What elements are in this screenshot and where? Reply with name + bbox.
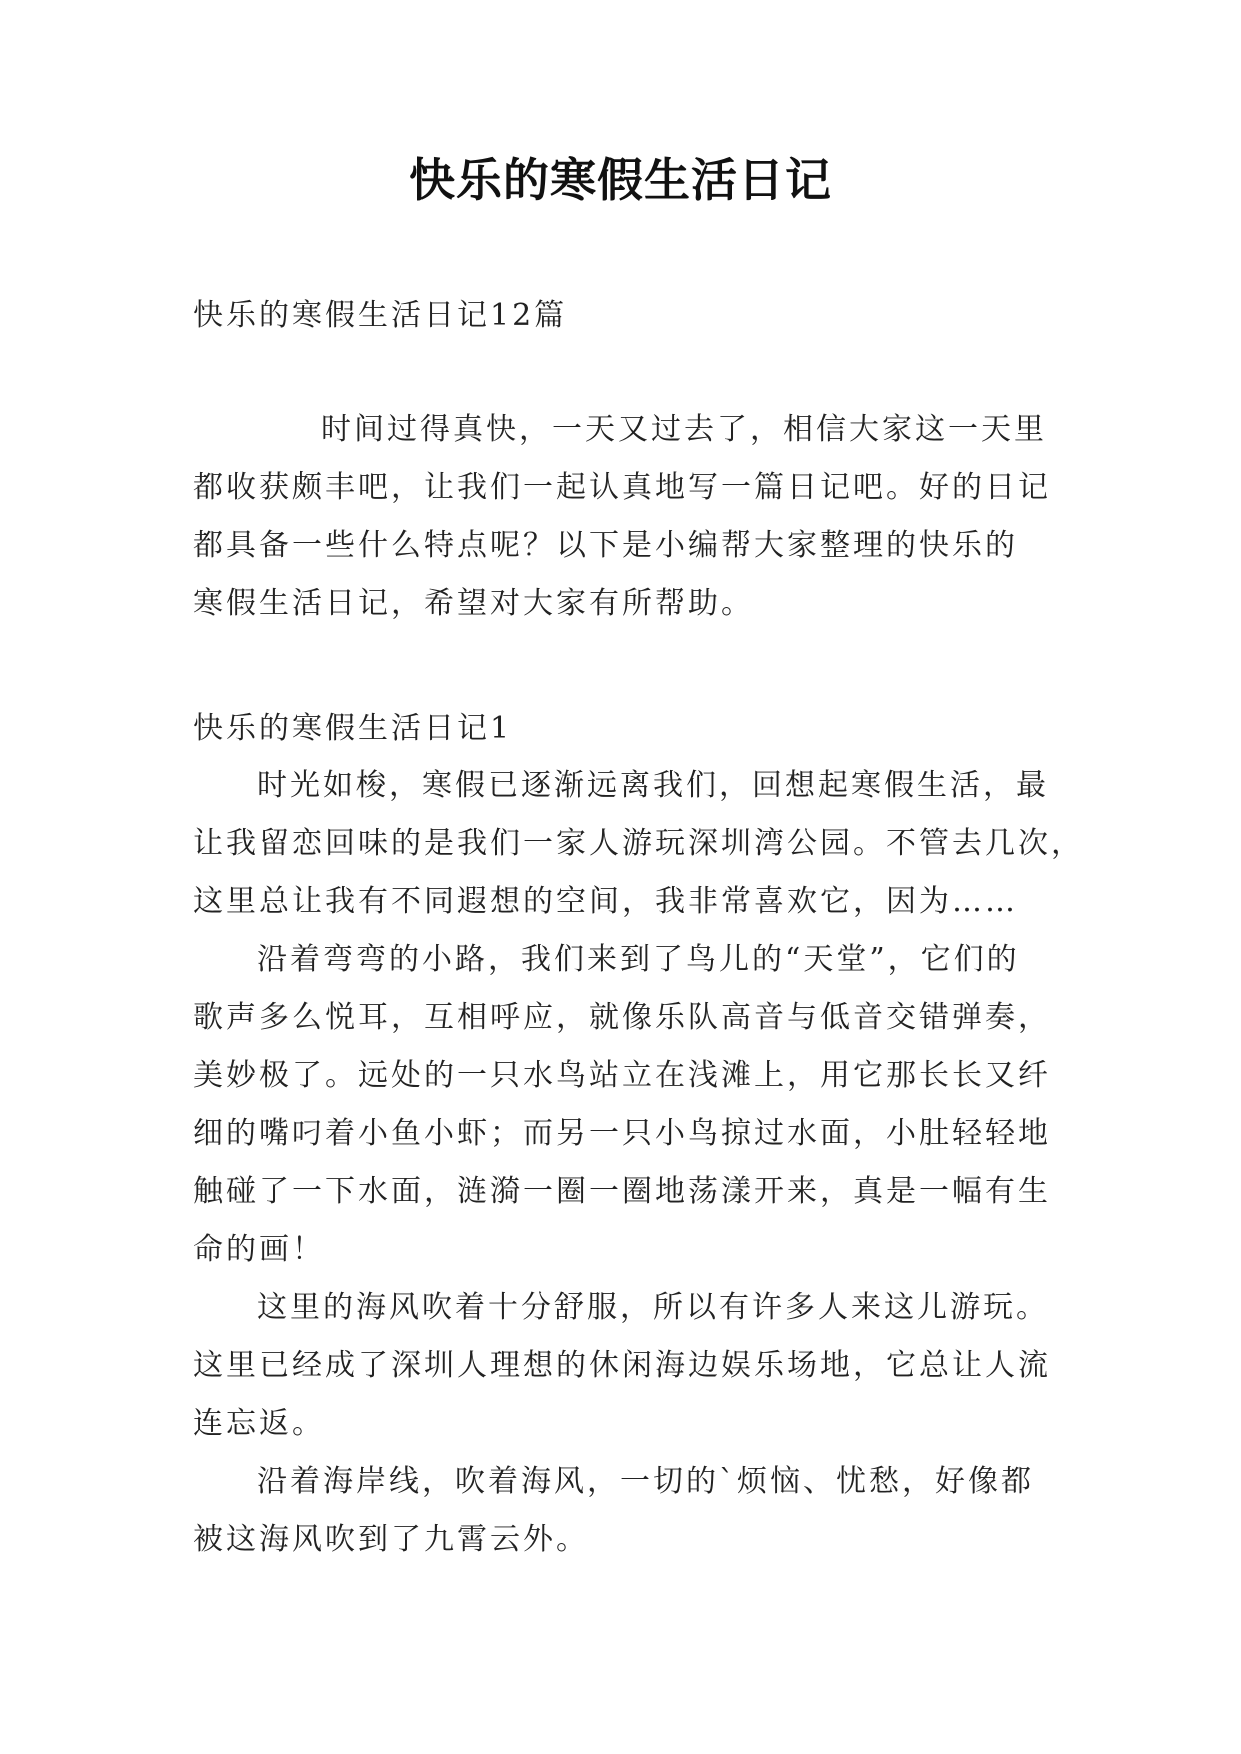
body-line: 让我留恋回味的是我们一家人游玩深圳湾公园。不管去几次， xyxy=(193,826,1084,861)
intro-paragraph xyxy=(193,401,1053,633)
body-line: 美妙极了。远处的一只水鸟站立在浅滩上，用它那长长又纤 xyxy=(193,1058,1051,1093)
body-line: 这里的海风吹着十分舒服，所以有许多人来这儿游玩。 xyxy=(257,1290,1049,1325)
intro-line: 时间过得真快，一天又过去了，相信大家这一天里 xyxy=(321,412,1047,447)
body-line: 这里总让我有不同遐想的空间，我非常喜欢它，因为…… xyxy=(193,884,1018,919)
intro-line: 都具备一些什么特点呢？以下是小编帮大家整理的快乐的 xyxy=(193,528,1018,563)
body-line: 歌声多么悦耳，互相呼应，就像乐队高音与低音交错弹奏， xyxy=(193,1000,1051,1035)
body-line: 触碰了一下水面，涟漪一圈一圈地荡漾开来，真是一幅有生 xyxy=(193,1174,1051,1209)
document-subtitle: 快乐的寒假生活日记12篇 xyxy=(193,298,568,333)
body-line: 细的嘴叼着小鱼小虾；而另一只小鸟掠过水面，小肚轻轻地 xyxy=(193,1116,1051,1151)
body-line: 沿着弯弯的小路，我们来到了鸟儿的“天堂”，它们的 xyxy=(257,942,1020,977)
intro-line: 寒假生活日记，希望对大家有所帮助。 xyxy=(193,586,754,621)
intro-line: 都收获颇丰吧，让我们一起认真地写一篇日记吧。好的日记 xyxy=(193,470,1051,505)
body-line: 连忘返。 xyxy=(193,1406,325,1441)
body-line: 被这海风吹到了九霄云外。 xyxy=(193,1522,589,1557)
body-line: 时光如梭，寒假已逐渐远离我们，回想起寒假生活，最 xyxy=(257,768,1049,803)
body-line: 命的画！ xyxy=(193,1232,325,1267)
section-heading: 快乐的寒假生活日记1 xyxy=(193,711,513,746)
body-line: 这里已经成了深圳人理想的休闲海边娱乐场地，它总让人流 xyxy=(193,1348,1051,1383)
document-title: 快乐的寒假生活日记 xyxy=(409,153,832,207)
diary-body xyxy=(193,757,1084,1569)
body-line: 沿着海岸线，吹着海风，一切的`烦恼、忧愁，好像都 xyxy=(257,1464,1034,1499)
